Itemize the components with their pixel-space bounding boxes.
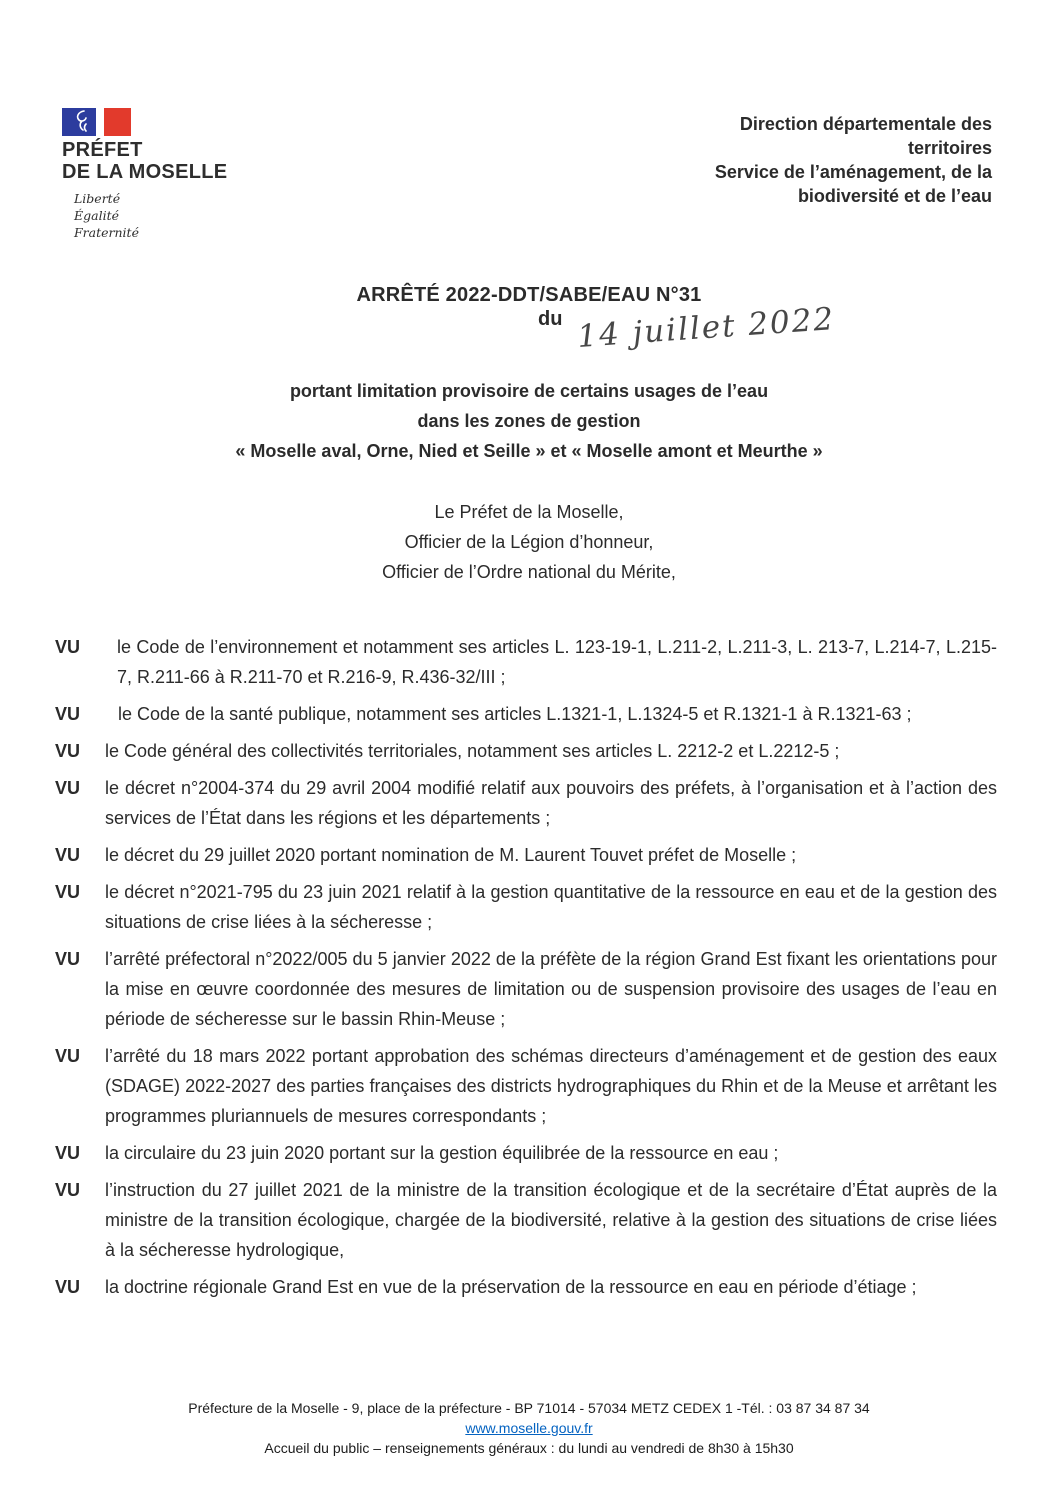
- vu-paragraph: [55, 632, 997, 692]
- vu-text: l’arrêté préfectoral n°2022/005 du 5 janvier 2022 de la préfète de la région Grand Est fixant les orientations pour la mise en œuvre coordonnée des mesures de limitation ou de suspension provisoire des usages de l’eau en période de sécheresse sur le bassin Rhin-Meuse ;: [105, 949, 997, 1029]
- vu-label: VU: [55, 1143, 81, 1163]
- vu-text: la circulaire du 23 juin 2020 portant sur la gestion équilibrée de la ressource en eau ;: [105, 1143, 779, 1163]
- vu-label: VU: [55, 741, 81, 761]
- arrete-title: ARRÊTÉ 2022-DDT/SABE/EAU N°31: [356, 284, 702, 306]
- vu-text: le décret du 29 juillet 2020 portant nomination de M. Laurent Touvet préfet de Moselle ;: [105, 845, 797, 865]
- flag-white-band: [96, 108, 104, 136]
- vu-paragraph: [55, 1138, 997, 1168]
- vu-label: VU: [55, 1046, 81, 1066]
- vu-label: VU: [55, 1180, 81, 1200]
- page-footer: [0, 1398, 1058, 1458]
- vu-paragraph: [55, 1175, 997, 1265]
- footer-address: Préfecture de la Moselle - 9, place de la préfecture - BP 71014 - 57034 METZ CEDEX 1 -Tél. : 03 87 34 87 34: [188, 1400, 870, 1416]
- flag-red-band: [104, 108, 131, 136]
- vu-label: VU: [55, 704, 81, 724]
- motto-egalite: Égalité: [74, 208, 119, 223]
- du-label: du: [538, 308, 563, 330]
- motto-liberte: Liberté: [74, 191, 121, 206]
- vu-label: VU: [55, 637, 81, 657]
- french-flag-icon: [62, 108, 227, 136]
- authority-line: Officier de l’Ordre national du Mérite,: [382, 562, 676, 582]
- vu-label: VU: [55, 778, 81, 798]
- direction-line: Service de l’aménagement, de la: [714, 162, 992, 182]
- vu-paragraph: [55, 944, 997, 1034]
- vu-paragraph: [55, 773, 997, 833]
- direction-line: Direction départementale des: [739, 114, 992, 134]
- visas-section: [55, 632, 997, 1309]
- vu-text: le décret n°2021-795 du 23 juin 2021 relatif à la gestion quantitative de la ressource en eau et de la gestion des situations de crise liées à la sécheresse ;: [105, 882, 997, 932]
- vu-text: l’arrêté du 18 mars 2022 portant approbation des schémas directeurs d’aménagement et de gestion des eaux (SDAGE) 2022-2027 des parties françaises des districts hydrographiques du Rhin et de la Meuse et arrêtant les programmes pluriannuels de mesures correspondants ;: [105, 1046, 997, 1126]
- authority-line: Officier de la Légion d’honneur,: [404, 532, 654, 552]
- motto: [74, 190, 227, 241]
- handwritten-date: 14 juillet 2022: [576, 301, 837, 355]
- vu-paragraph: [55, 736, 997, 766]
- date-line: [538, 301, 837, 355]
- footer-website-row: [0, 1418, 1058, 1438]
- direction-line: territoires: [907, 138, 992, 158]
- subject-line: « Moselle aval, Orne, Nied et Seille » et « Moselle amont et Meurthe »: [235, 441, 823, 461]
- subject-line: dans les zones de gestion: [417, 411, 641, 431]
- subject-block: [0, 376, 1058, 466]
- vu-text: la doctrine régionale Grand Est en vue de la préservation de la ressource en eau en période d’étiage ;: [105, 1277, 917, 1297]
- logo-title-line2: DE LA MOSELLE: [62, 161, 228, 183]
- flag-blue-band: [62, 108, 96, 136]
- authority-block: [0, 497, 1058, 587]
- vu-label: VU: [55, 845, 81, 865]
- motto-fraternite: Fraternité: [74, 225, 139, 240]
- direction-line: biodiversité et de l’eau: [797, 186, 992, 206]
- prefet-logo: [62, 108, 227, 241]
- footer-website-link[interactable]: www.moselle.gouv.fr: [465, 1420, 593, 1436]
- vu-text: le Code de l’environnement et notamment ses articles L. 123-19-1, L.211-2, L.211-3, L. 213-7, L.214-7, L.215-7, R.211-66 à R.211-70 et R.216-9, R.436-32/III ;: [117, 637, 997, 687]
- vu-text: le Code de la santé publique, notamment ses articles L.1321-1, L.1324-5 et R.1321-1 à R.1321-63 ;: [118, 704, 912, 724]
- vu-text: le Code général des collectivités territoriales, notamment ses articles L. 2212-2 et L.2212-5 ;: [105, 741, 840, 761]
- direction-block: [715, 112, 992, 208]
- vu-label: VU: [55, 882, 81, 902]
- vu-paragraph: [55, 877, 997, 937]
- vu-paragraph: [55, 699, 997, 729]
- vu-paragraph: [55, 1041, 997, 1131]
- marianne-profile-icon: [62, 108, 96, 136]
- vu-paragraph: [55, 1272, 997, 1302]
- logo-title-line1: PRÉFET: [62, 139, 143, 161]
- vu-label: VU: [55, 949, 81, 969]
- footer-hours: Accueil du public – renseignements généraux : du lundi au vendredi de 8h30 à 15h30: [264, 1440, 794, 1456]
- vu-paragraph: [55, 840, 997, 870]
- vu-text: l’instruction du 27 juillet 2021 de la ministre de la transition écologique et de la secrétaire d’État auprès de la ministre de la transition écologique, chargée de la biodiversité, relative à la gestion des situations de crise liées à la sécheresse hydrologique,: [105, 1180, 997, 1260]
- vu-text: le décret n°2004-374 du 29 avril 2004 modifié relatif aux pouvoirs des préfets, à l’organisation et à l’action des services de l’État dans les régions et les départements ;: [105, 778, 997, 828]
- vu-label: VU: [55, 1277, 81, 1297]
- authority-line: Le Préfet de la Moselle,: [434, 502, 624, 522]
- subject-line: portant limitation provisoire de certains usages de l’eau: [289, 381, 769, 401]
